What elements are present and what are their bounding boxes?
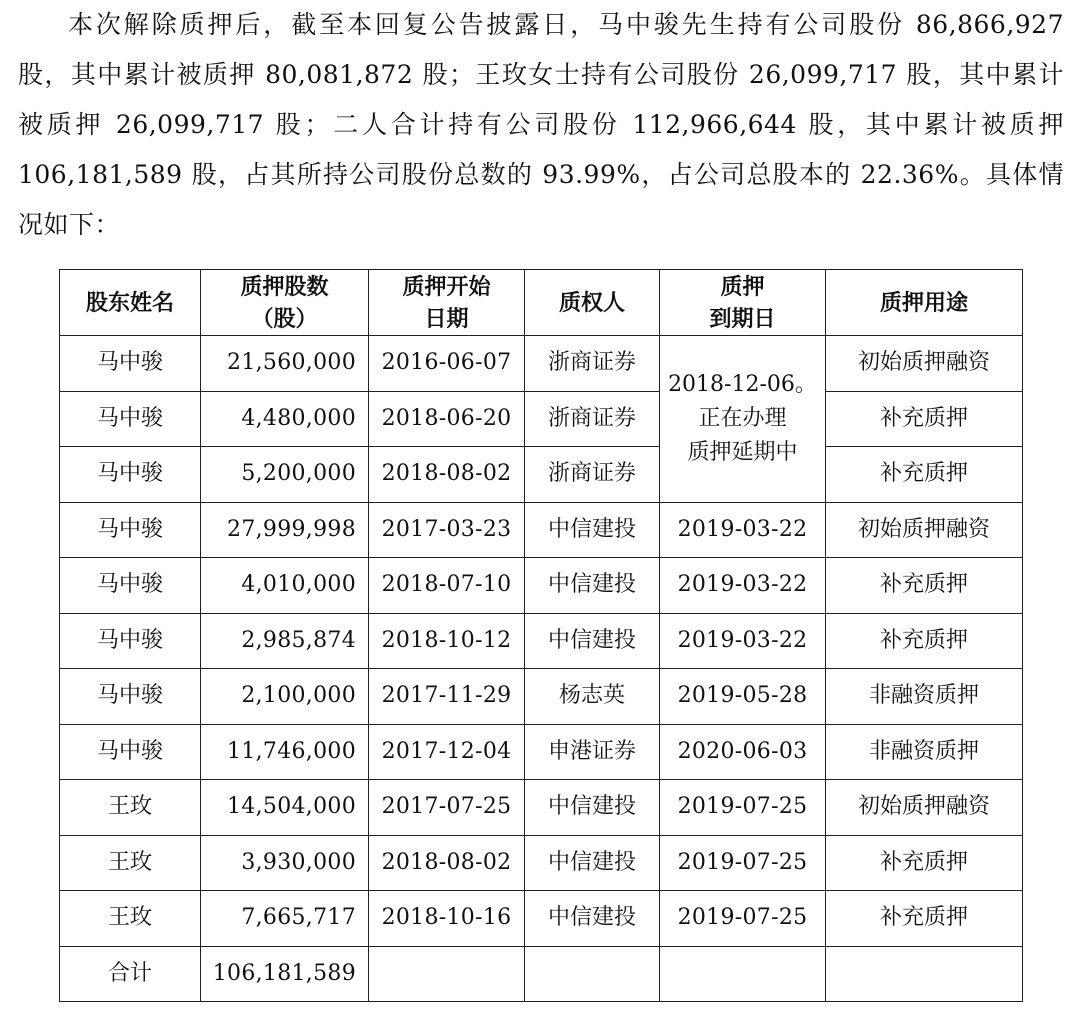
- table-row: [60, 447, 1023, 503]
- cell-name: 马中骏: [60, 336, 201, 392]
- cell-purpose: 补充质押: [826, 835, 1023, 891]
- cell-start-date: 2017-12-04: [369, 724, 525, 780]
- table-row: [60, 558, 1023, 614]
- header-pledgee: 质权人: [525, 270, 660, 336]
- cell-pledgee: 中信建投: [525, 835, 660, 891]
- cell-shares: 11,746,000: [201, 724, 369, 780]
- cell-name: 马中骏: [60, 724, 201, 780]
- empty-cell: [369, 946, 525, 1002]
- table-row: [60, 391, 1023, 447]
- cell-name: 马中骏: [60, 391, 201, 447]
- cell-pledgee: 中信建投: [525, 613, 660, 669]
- empty-cell: [826, 946, 1023, 1002]
- cell-shares: 14,504,000: [201, 780, 369, 836]
- pledge-table-header: [60, 270, 1023, 336]
- header-expiry-date-line1: 质押: [720, 273, 765, 300]
- cell-pledgee: 杨志英: [525, 669, 660, 725]
- total-shares: 106,181,589: [201, 946, 369, 1002]
- cell-shares: 2,100,000: [201, 669, 369, 725]
- header-pledged-shares-line1: 质押股数: [240, 273, 329, 300]
- cell-expiry-date: 2019-03-22: [660, 613, 826, 669]
- cell-start-date: 2017-03-23: [369, 502, 525, 558]
- paragraph-line: 本次解除质押后，截至本回复公告披露日，马中骏先生持有公司股份 86,866,927: [68, 10, 1064, 39]
- cell-purpose: 补充质押: [826, 447, 1023, 503]
- empty-cell: [525, 946, 660, 1002]
- cell-pledgee: 中信建投: [525, 558, 660, 614]
- cell-expiry-date: 2019-03-22: [660, 502, 826, 558]
- cell-name: 马中骏: [60, 447, 201, 503]
- cell-purpose: 补充质押: [826, 891, 1023, 947]
- cell-start-date: 2018-07-10: [369, 558, 525, 614]
- table-row: [60, 669, 1023, 725]
- cell-shares: 21,560,000: [201, 336, 369, 392]
- header-expiry-date: [660, 270, 826, 336]
- paragraph-line: 股，其中累计被质押 80,081,872 股；王玫女士持有公司股份 26,099,717 股，其中累计: [18, 60, 1064, 89]
- disclosure-paragraph: [18, 0, 1064, 250]
- cell-shares: 4,480,000: [201, 391, 369, 447]
- empty-cell: [660, 946, 826, 1002]
- cell-name: 王玫: [60, 891, 201, 947]
- table-row: [60, 724, 1023, 780]
- cell-start-date: 2017-07-25: [369, 780, 525, 836]
- cell-purpose: 非融资质押: [826, 724, 1023, 780]
- cell-purpose: 非融资质押: [826, 669, 1023, 725]
- cell-purpose: 补充质押: [826, 558, 1023, 614]
- pledge-table: [59, 269, 1023, 1002]
- table-row: [60, 502, 1023, 558]
- cell-purpose: 初始质押融资: [826, 780, 1023, 836]
- cell-name: 马中骏: [60, 669, 201, 725]
- paragraph-line: 被质押 26,099,717 股；二人合计持有公司股份 112,966,644 股，其中累计被质押: [18, 110, 1064, 139]
- cell-pledgee: 中信建投: [525, 891, 660, 947]
- cell-start-date: 2018-08-02: [369, 835, 525, 891]
- merged-expiry-line2: 正在办理: [698, 405, 787, 431]
- cell-name: 马中骏: [60, 558, 201, 614]
- cell-name: 马中骏: [60, 502, 201, 558]
- table-row: [60, 613, 1023, 669]
- cell-shares: 3,930,000: [201, 835, 369, 891]
- cell-expiry-date: 2019-03-22: [660, 558, 826, 614]
- header-row: [60, 270, 1023, 336]
- cell-expiry-date: 2019-05-28: [660, 669, 826, 725]
- cell-expiry-date: 2019-07-25: [660, 780, 826, 836]
- pledge-table-body: [60, 336, 1023, 1002]
- cell-shares: 4,010,000: [201, 558, 369, 614]
- cell-expiry-date: 2019-07-25: [660, 891, 826, 947]
- table-row: [60, 835, 1023, 891]
- cell-pledgee: 申港证券: [525, 724, 660, 780]
- cell-pledgee: 浙商证券: [525, 447, 660, 503]
- cell-pledgee: 浙商证券: [525, 336, 660, 392]
- cell-start-date: 2018-08-02: [369, 447, 525, 503]
- header-start-date-line2: 日期: [424, 305, 469, 332]
- header-purpose: 质押用途: [826, 270, 1023, 336]
- cell-shares: 27,999,998: [201, 502, 369, 558]
- table-row: [60, 336, 1023, 392]
- paragraph-line: 况如下：: [18, 210, 121, 239]
- cell-start-date: 2018-10-12: [369, 613, 525, 669]
- header-start-date: [369, 270, 525, 336]
- cell-purpose: 补充质押: [826, 613, 1023, 669]
- total-label: 合计: [60, 946, 201, 1002]
- cell-expiry-date: 2020-06-03: [660, 724, 826, 780]
- paragraph-line: 106,181,589 股，占其所持公司股份总数的 93.99%，占公司总股本的 22.36%。具体情: [18, 160, 1064, 189]
- cell-start-date: 2017-11-29: [369, 669, 525, 725]
- cell-name: 马中骏: [60, 613, 201, 669]
- cell-start-date: 2016-06-07: [369, 336, 525, 392]
- cell-expiry-merged: [660, 336, 826, 503]
- cell-name: 王玫: [60, 835, 201, 891]
- cell-purpose: 补充质押: [826, 391, 1023, 447]
- total-row: [60, 946, 1023, 1002]
- header-start-date-line1: 质押开始: [402, 273, 491, 300]
- header-pledged-shares-line2: （股）: [251, 305, 318, 332]
- header-pledged-shares: [201, 270, 369, 336]
- cell-start-date: 2018-06-20: [369, 391, 525, 447]
- table-row: [60, 780, 1023, 836]
- cell-shares: 7,665,717: [201, 891, 369, 947]
- cell-shares: 2,985,874: [201, 613, 369, 669]
- header-expiry-date-line2: 到期日: [709, 305, 776, 332]
- cell-start-date: 2018-10-16: [369, 891, 525, 947]
- merged-expiry-line3: 质押延期中: [687, 439, 798, 465]
- cell-name: 王玫: [60, 780, 201, 836]
- cell-pledgee: 浙商证券: [525, 391, 660, 447]
- cell-pledgee: 中信建投: [525, 780, 660, 836]
- cell-purpose: 初始质押融资: [826, 502, 1023, 558]
- table-row: [60, 891, 1023, 947]
- header-shareholder-name: 股东姓名: [60, 270, 201, 336]
- cell-pledgee: 中信建投: [525, 502, 660, 558]
- cell-purpose: 初始质押融资: [826, 336, 1023, 392]
- cell-shares: 5,200,000: [201, 447, 369, 503]
- cell-expiry-date: 2019-07-25: [660, 835, 826, 891]
- merged-expiry-line1: 2018-12-06。: [668, 371, 817, 397]
